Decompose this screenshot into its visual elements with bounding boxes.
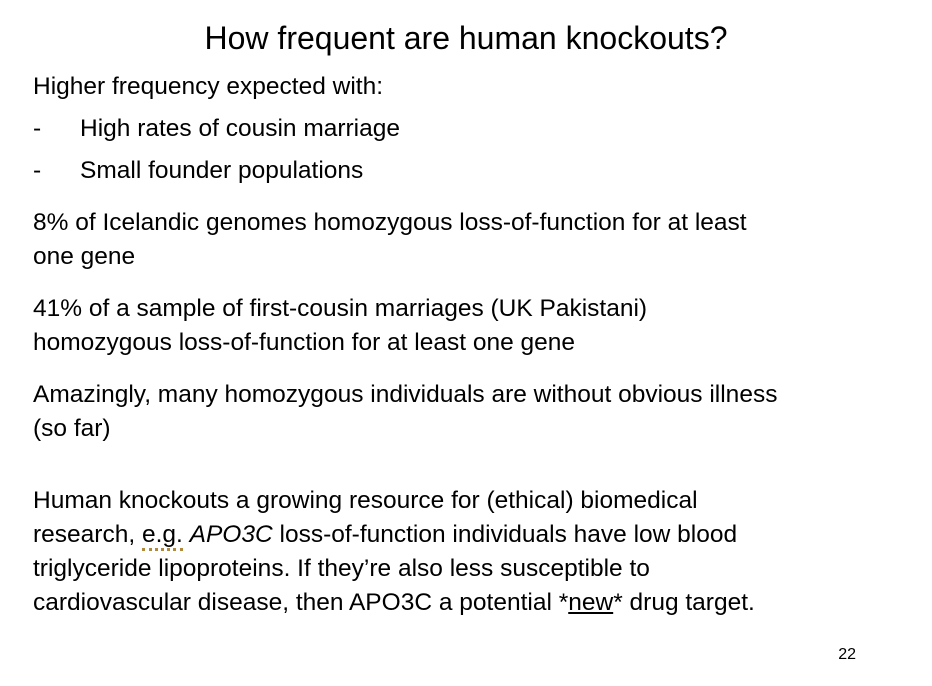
bullet-list [33, 112, 400, 196]
paragraph-line: Amazingly, many homozygous individuals are without obvious illness [33, 381, 778, 408]
bullet-text: Small founder populations [80, 157, 364, 184]
line-text: loss-of-function individuals have low blood [272, 521, 738, 548]
paragraph-icelandic [33, 206, 923, 274]
bullet-dash: - [33, 115, 42, 142]
paragraph-line: triglyceride lipoproteins. If they’re also less susceptible to [33, 555, 650, 582]
paragraph-line: one gene [33, 243, 136, 270]
paragraph-line: homozygous loss-of-function for at least one gene [33, 329, 576, 356]
paragraph-line: (so far) [33, 415, 111, 442]
line-text: cardiovascular disease, then APO3C a potential * [33, 589, 569, 616]
paragraph-line: 8% of Icelandic genomes homozygous loss-of-function for at least [33, 209, 747, 236]
paragraph-line [33, 518, 923, 552]
line-text: research, [33, 521, 142, 548]
paragraph-line: 41% of a sample of first-cousin marriages (UK Pakistani) [33, 295, 648, 322]
paragraph-pakistani [33, 292, 923, 360]
gene-name: APO3C [189, 521, 273, 548]
bullet-dash: - [33, 157, 42, 184]
bullet-item [33, 112, 400, 146]
spellcheck-eg: e.g. [142, 521, 183, 551]
bullet-text: High rates of cousin marriage [80, 115, 401, 142]
bullet-item [33, 154, 400, 188]
paragraph-line [33, 586, 923, 620]
paragraph-line: Human knockouts a growing resource for (ethical) biomedical [33, 487, 698, 514]
paragraph-resource [33, 484, 923, 620]
intro-text: Higher frequency expected with: [33, 73, 383, 100]
paragraph-amazingly [33, 378, 923, 446]
line-text: * drug target. [613, 589, 755, 616]
slide-title: How frequent are human knockouts? [204, 20, 728, 56]
page-number: 22 [838, 646, 856, 663]
underlined-new: new [568, 589, 614, 616]
line-text [183, 521, 190, 548]
